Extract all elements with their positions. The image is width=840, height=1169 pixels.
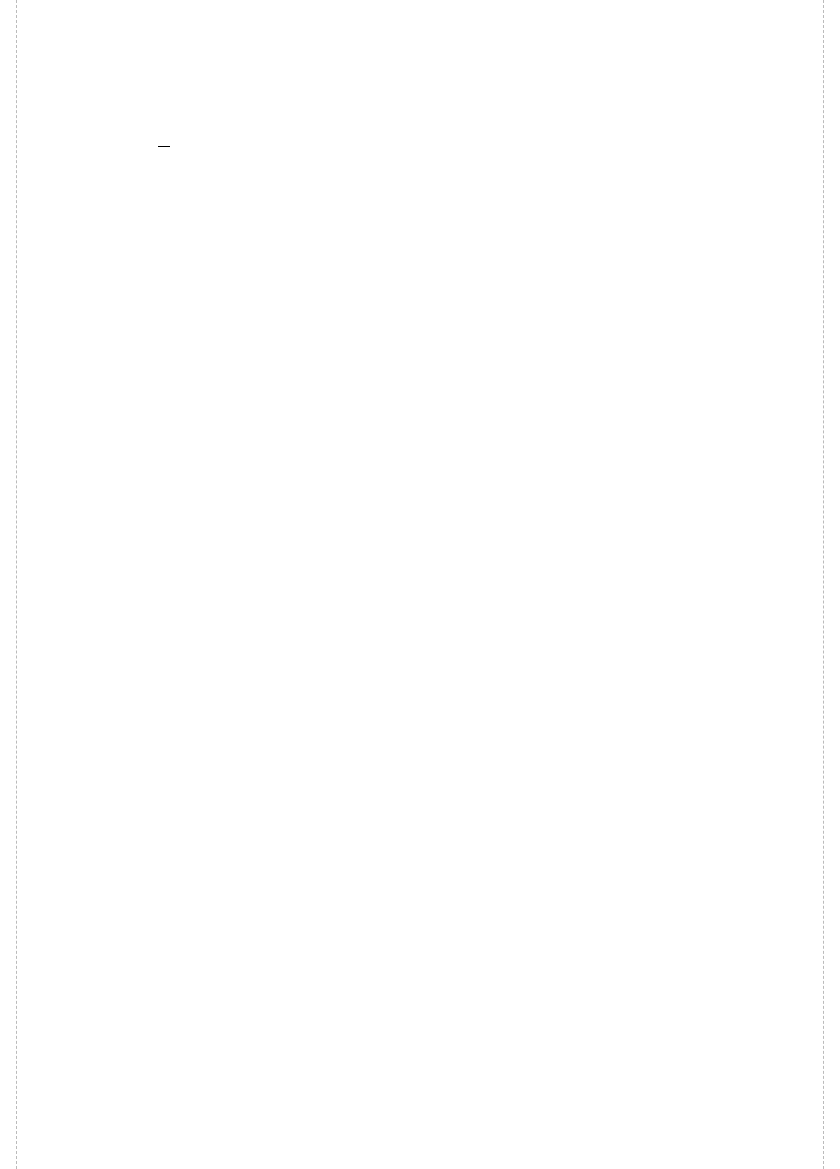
time-signature: [158, 146, 170, 147]
right-watermark-strip: [823, 0, 840, 1169]
left-watermark-strip: [0, 0, 17, 1169]
